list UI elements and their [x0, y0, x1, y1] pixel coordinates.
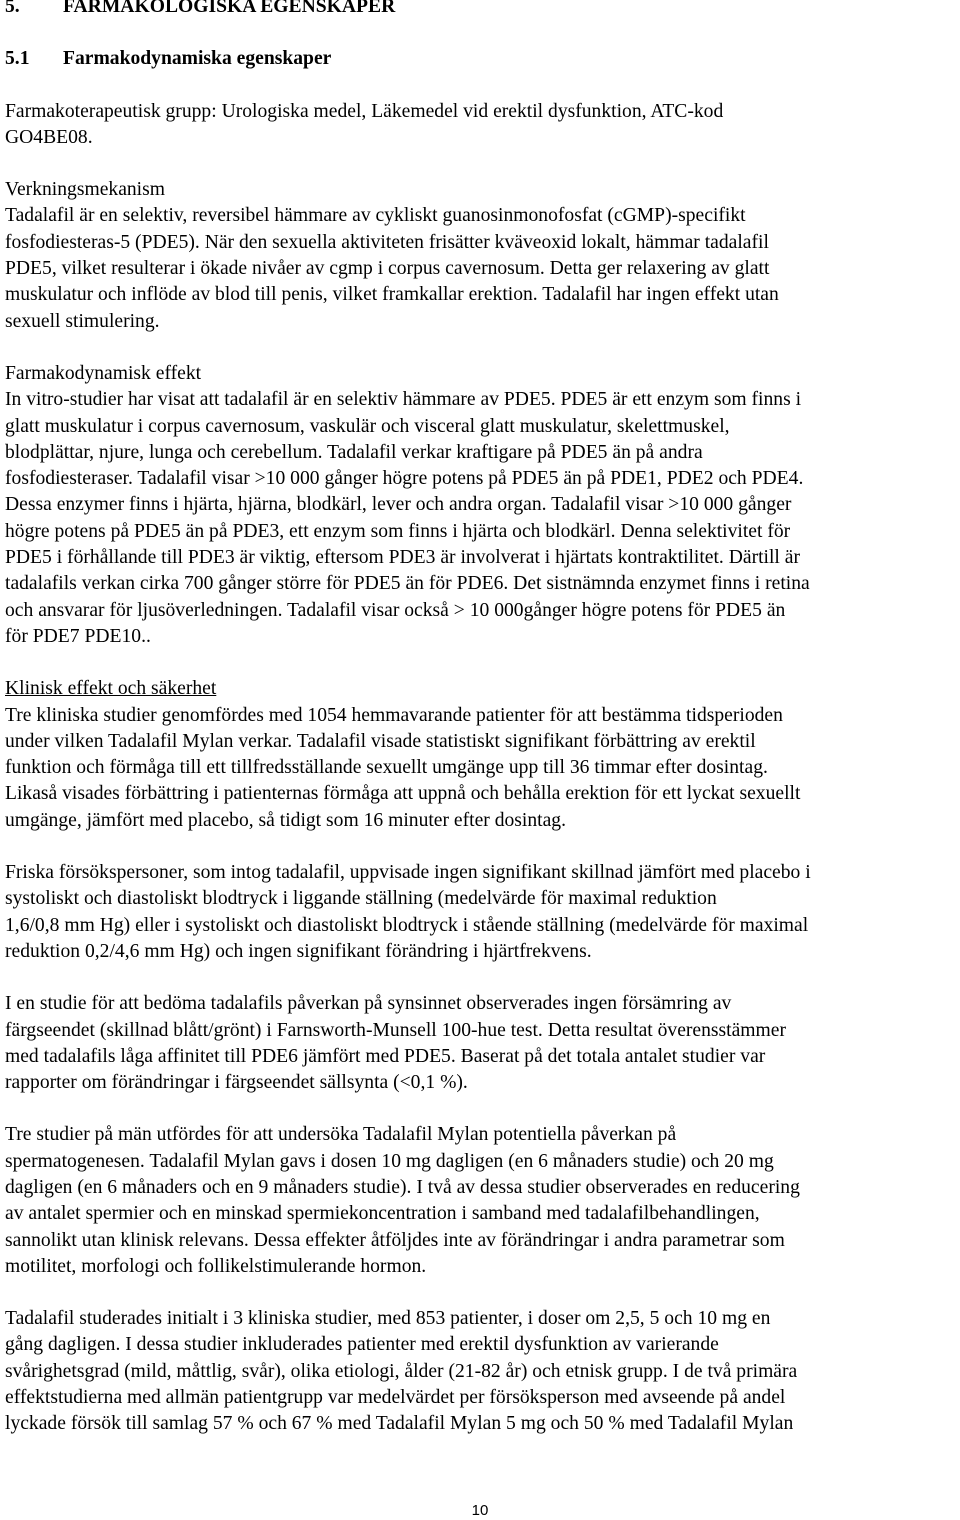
text-line: svårighetsgrad (mild, måttlig, svår), olika etiologi, ålder (21-82 år) och etnisk grupp. I de två primära: [5, 1360, 798, 1382]
text-line: fosfodiesteras-5 (PDE5). När den sexuella aktiviteten frisätter kväveoxid lokalt, hämmar tadalafil: [5, 231, 769, 253]
text-line: Friska försökspersoner, som intog tadalafil, uppvisade ingen signifikant skillnad jämfört med placebo i: [5, 862, 811, 884]
text-line: funktion och förmåga till ett tillfredsställande sexuellt umgänge upp till 36 timmar efter dosintag.: [5, 757, 768, 779]
text-line: färgseendet (skillnad blått/grönt) i Farnsworth-Munsell 100-hue test. Detta resultat överensstämmer: [5, 1019, 787, 1041]
text-line: högre potens på PDE5 än på PDE3, ett enzym som finns i hjärta och blodkärl. Denna selektivitet för: [5, 520, 791, 542]
mechanism-heading: Verkningsmekanism: [5, 179, 165, 201]
text-line: tadalafils verkan cirka 700 gånger större för PDE5 än för PDE6. Det sistnämnda enzymet finns i retina: [5, 573, 810, 595]
text-line: reduktion 0,2/4,6 mm Hg) och ingen signifikant förändring i hjärtfrekvens.: [5, 940, 592, 962]
text-line: PDE5, vilket resulterar i ökade nivåer av cgmp i corpus cavernosum. Detta ger relaxering av glatt: [5, 258, 770, 280]
clinical-paragraph-3: [5, 991, 955, 1096]
clinical-paragraph-5: [5, 1306, 955, 1437]
text-line: och ansvarar för ljusöverledningen. Tadalafil visar också > 10 000gånger högre potens för PDE5 än: [5, 599, 786, 621]
clinical-paragraph-2: [5, 860, 955, 965]
text-line: motilitet, morfologi och follikelstimulerande hormon.: [5, 1255, 427, 1277]
clinical-paragraph-1: [5, 676, 955, 834]
text-line: dagligen (en 6 månaders och en 9 månaders studie). I två av dessa studier observerades en reducering: [5, 1176, 800, 1198]
text-line: effektstudierna med allmän patientgrupp var medelvärdet per försöksperson med avseende på andel: [5, 1387, 786, 1409]
section-title: FARMAKOLOGISKA EGENSKAPER: [63, 0, 396, 17]
pd-effect-heading: Farmakodynamisk effekt: [5, 362, 202, 384]
text-line: Tadalafil studerades initialt i 3 kliniska studier, med 853 patienter, i doser om 2,5, 5 och 10 mg en: [5, 1308, 771, 1330]
text-line: 1,6/0,8 mm Hg) eller i systoliskt och diastoliskt blodtryck i stående ställning (medelvärde för maximal: [5, 914, 809, 936]
text-line: Tre kliniska studier genomfördes med 1054 hemmavarande patienter för att bestämma tidsperioden: [5, 704, 783, 726]
text-line: gång dagligen. I dessa studier inkluderades patienter med erektil dysfunktion av varierande: [5, 1334, 719, 1356]
document-page: [5, 0, 955, 1438]
section-number: 5.: [5, 0, 20, 17]
text-line: Tadalafil är en selektiv, reversibel hämmare av cykliskt guanosinmonofosfat (cGMP)-specifikt: [5, 205, 746, 227]
clinical-paragraph-4: [5, 1122, 955, 1280]
text-line: fosfodiesteraser. Tadalafil visar >10 000 gånger högre potens på PDE5 än på PDE1, PDE2 och PDE4.: [5, 468, 804, 490]
text-line: Tre studier på män utfördes för att undersöka Tadalafil Mylan potentiella påverkan på: [5, 1124, 677, 1146]
text-line: Farmakoterapeutisk grupp: Urologiska medel, Läkemedel vid erektil dysfunktion, ATC-kod: [5, 100, 724, 122]
text-line: systoliskt och diastoliskt blodtryck i liggande ställning (medelvärde för maximal reduktion: [5, 888, 717, 910]
text-line: av antalet spermier och en minskad spermiekoncentration i samband med tadalafilbehandlingen,: [5, 1203, 760, 1225]
text-line: rapporter om förändringar i färgseendet sällsynta (<0,1 %).: [5, 1072, 468, 1094]
subsection-number: 5.1: [5, 48, 30, 70]
text-line: sannolikt utan klinisk relevans. Dessa effekter åtföljdes inte av förändringar i andra parametrar som: [5, 1229, 785, 1251]
text-line: I en studie för att bedöma tadalafils påverkan på synsinnet observerades ingen försämring av: [5, 993, 732, 1015]
text-line: GO4BE08.: [5, 126, 93, 148]
text-line: PDE5 i förhållande till PDE3 är viktig, eftersom PDE3 är involverat i hjärtats kontraktilitet. Därtill är: [5, 547, 800, 569]
text-line: sexuell stimulering.: [5, 310, 160, 332]
text-line: glatt muskulatur i corpus cavernosum, vaskulär och visceral glatt muskulatur, skelettmuskel,: [5, 415, 730, 437]
text-line: spermatogenesen. Tadalafil Mylan gavs i dosen 10 mg dagligen (en 6 månaders studie) och 20 mg: [5, 1150, 774, 1172]
pharmacotherapeutic-group-paragraph: [5, 99, 955, 152]
text-line: muskulatur och inflöde av blod till penis, vilket framkallar erektion. Tadalafil har ingen effekt utan: [5, 284, 779, 306]
clinical-heading: Klinisk effekt och säkerhet: [5, 678, 217, 700]
text-line: Likaså visades förbättring i patienternas förmåga att uppnå och behålla erektion för ett lyckat sexuellt: [5, 783, 801, 805]
page-number: 10: [471, 1502, 489, 1519]
subsection-title: Farmakodynamiska egenskaper: [63, 48, 332, 70]
text-line: med tadalafils låga affinitet till PDE6 jämfört med PDE5. Baserat på det totala antalet studier var: [5, 1045, 766, 1067]
section-heading: [5, 0, 955, 20]
text-line: Dessa enzymer finns i hjärta, hjärna, blodkärl, lever och andra organ. Tadalafil visar >10 000 gånger: [5, 494, 792, 516]
mechanism-paragraph: [5, 177, 955, 335]
text-line: umgänge, jämfört med placebo, så tidigt som 16 minuter efter dosintag.: [5, 809, 567, 831]
text-line: lyckade försök till samlag 57 % och 67 % med Tadalafil Mylan 5 mg och 50 % med Tadalafil Mylan: [5, 1413, 794, 1435]
text-line: In vitro-studier har visat att tadalafil är en selektiv hämmare av PDE5. PDE5 är ett enzym som finns i: [5, 389, 802, 411]
text-line: under vilken Tadalafil Mylan verkar. Tadalafil visade statistiskt signifikant förbättring av erektil: [5, 730, 756, 752]
text-line: för PDE7 PDE10..: [5, 625, 151, 647]
subsection-heading: [5, 46, 955, 72]
pd-effect-paragraph: [5, 361, 955, 650]
text-line: blodplättar, njure, lunga och cerebellum. Tadalafil verkar kraftigare på PDE5 än på andra: [5, 441, 703, 463]
